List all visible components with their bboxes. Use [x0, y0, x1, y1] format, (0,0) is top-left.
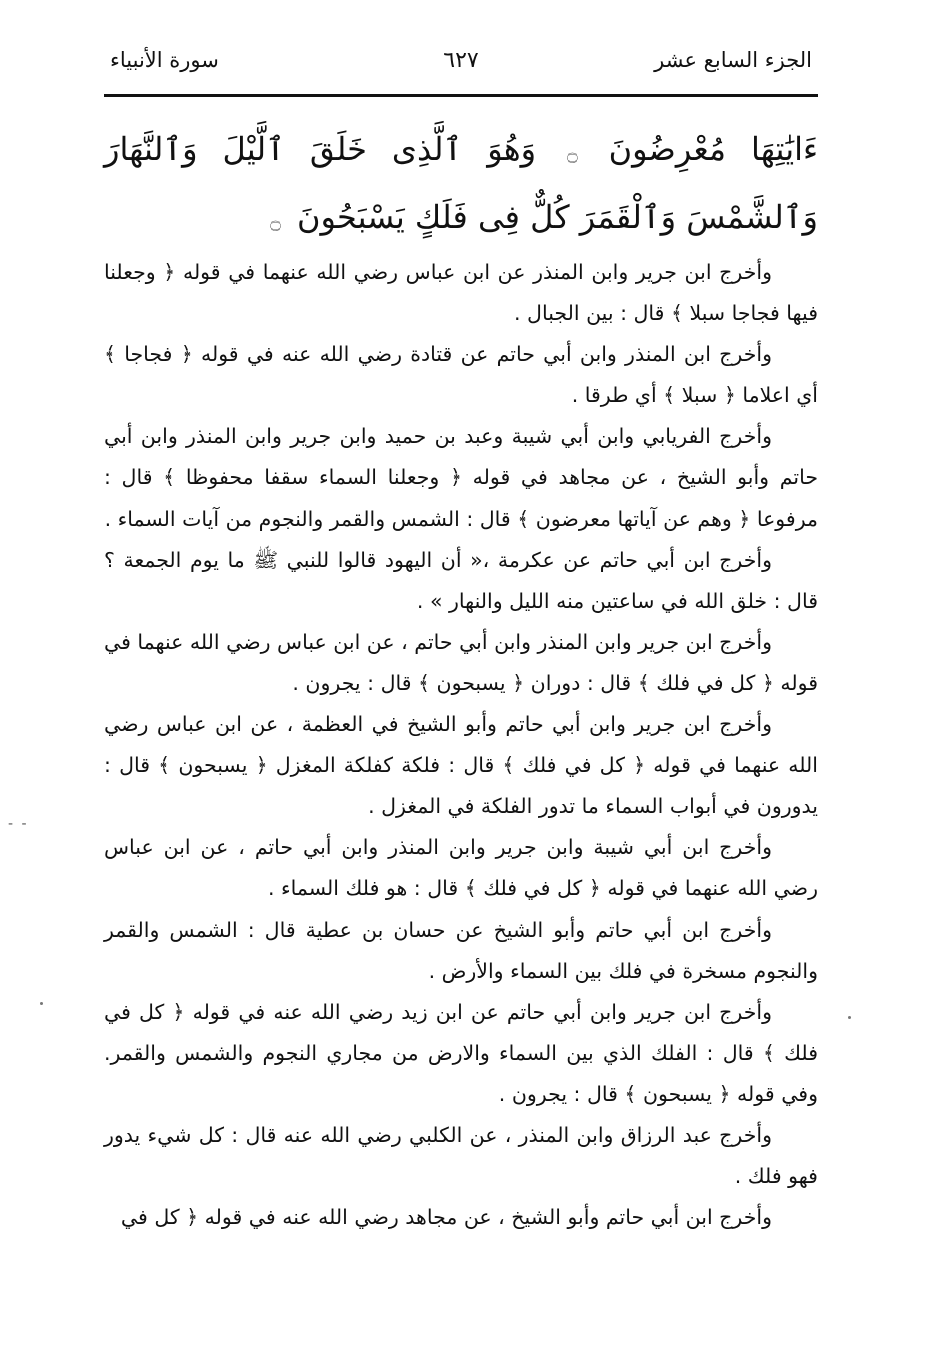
margin-mark: - -: [8, 816, 29, 832]
commentary-body: [104, 252, 818, 1238]
surah-label: سورة الأنبياء: [110, 48, 219, 72]
paragraph: وأخرج ابن أبي حاتم عن عكرمة ،« أن اليهود قالوا للنبي ﷺ ما يوم الجمعة ؟ قال : خلق الله في ساعتين منه الليل والنهار » .: [104, 547, 818, 613]
paragraph: وأخرج ابن جرير وابن المنذر وابن أبي حاتم ، عن ابن عباس رضي الله عنهما في قوله ﴿ كل في فلك ﴾ قال : دوران ﴿ يسبحون ﴾ قال : يجرون .: [104, 629, 818, 695]
paragraph: وأخرج الفريابي وابن أبي شيبة وعبد بن حميد وابن جرير وابن المنذر وابن أبي حاتم وأبو الشيخ ، عن مجاهد في قوله ﴿ وجعلنا السماء سقفا محفوظا ﴾ قال : مرفوعا ﴿ وهم عن آياتها معرضون ﴾ قال : الشمس والقمر والنجوم من آيات السماء .: [104, 424, 818, 531]
header-divider: [104, 94, 818, 97]
verse-part-2: وَهُوَ ٱلَّذِى خَلَقَ ٱلَّيْلَ وَٱلنَّهَارَ وَٱلشَّمْسَ وَٱلْقَمَرَ كُلٌّ فِى فَلَكٍ يَسْبَحُونَ: [104, 130, 818, 236]
paragraph: وأخرج ابن جرير وابن أبي حاتم عن ابن زيد رضي الله عنه في قوله ﴿ كل في فلك ﴾ قال : الفلك الذي بين السماء والارض من مجاري النجوم والشمس والقمر. وفي قوله ﴿ يسبحون ﴾ قال : يجرون .: [104, 999, 818, 1106]
paragraph: وأخرج ابن أبي حاتم وأبو الشيخ ، عن مجاهد رضي الله عنه في قوله ﴿ كل في: [120, 1205, 772, 1230]
scan-speck: [40, 1002, 43, 1005]
paragraph: وأخرج ابن أبي شيبة وابن جرير وابن المنذر وابن أبي حاتم ، عن ابن عباس رضي الله عنهما في قوله ﴿ كل في فلك ﴾ قال : هو فلك السماء .: [104, 835, 818, 901]
part-label: الجزء السابع عشر: [654, 48, 812, 72]
running-header: [104, 44, 818, 94]
quran-verse: [104, 118, 818, 254]
verse-part-1: ءَايَٰتِهَا مُعْرِضُونَ: [608, 130, 819, 168]
paragraph: وأخرج ابن جرير وابن أبي حاتم وأبو الشيخ في العظمة ، عن ابن عباس رضي الله عنهما في قوله ﴿ كل في فلك ﴾ قال : فلكة كفلكة المغزل ﴿ يسبحون ﴾ قال : يدورون في أبواب السماء ما تدور الفلكة في المغزل .: [104, 712, 818, 819]
page-number: ٦٢٧: [443, 48, 479, 73]
paragraph: وأخرج ابن المنذر وابن أبي حاتم عن قتادة رضي الله عنه في قوله ﴿ فجاجا ﴾ أي اعلاما ﴿ سبلا ﴾ أي طرقا .: [104, 342, 818, 408]
paragraph: وأخرج عبد الرزاق وابن المنذر ، عن الكلبي رضي الله عنه قال : كل شيء يدور فهو فلك .: [104, 1122, 818, 1189]
scan-speck: [848, 1016, 851, 1019]
verse-end-mark-2: ۝: [270, 212, 281, 233]
verse-end-mark-1: ۝: [567, 144, 578, 165]
paragraph: وأخرج ابن أبي حاتم وأبو الشيخ عن حسان بن عطية قال : الشمس والقمر والنجوم مسخرة في فلك بين السماء والأرض .: [104, 917, 818, 983]
paragraph: وأخرج ابن جرير وابن المنذر عن ابن عباس رضي الله عنهما في قوله ﴿ وجعلنا فيها فجاجا سبلا ﴾ قال : بين الجبال .: [104, 260, 818, 326]
